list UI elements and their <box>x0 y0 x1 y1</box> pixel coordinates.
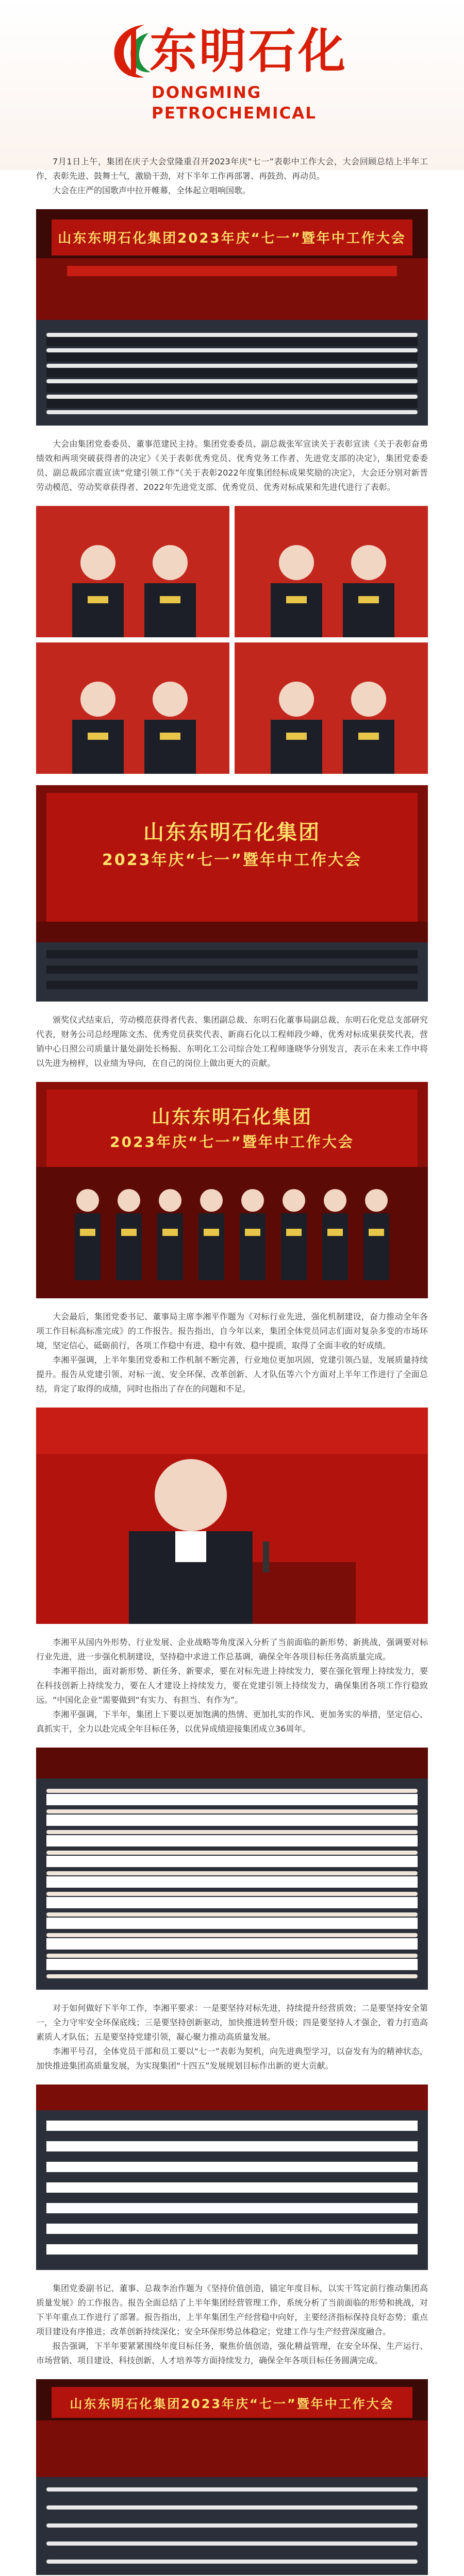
brand-name-en: DONGMING PETROCHEMICAL <box>152 83 317 123</box>
paragraph: 集团党委副书记、董事、总裁李治作题为《坚持价值创造，锚定年度目标，以实干笃定前行推动集团高质量发展》的工作报告。报告全面总结了上半年集团经营管理工作，系统分析了当前面临的形势和挑战，对下半年重点工作进行了部署。报告指出，上半年集团生产经营稳中向好，主要经济指标保持良好态势；重点项目建设有序推进；改革创新持续深化；安全环保形势总体稳定；党建工作与生产经营深度融合。 <box>36 2283 428 2336</box>
audience-scene <box>36 1748 428 1990</box>
paragraph: 李湘平号召，全体党员干部和员工要以“七一”表彰为契机，向先进典型学习，以奋发有为的精神状态，加快推进集团高质量发展，为实现集团“十四五”发展规划目标作出新的更大贡献。 <box>36 2046 428 2071</box>
main-stage-photo <box>36 785 428 1002</box>
banner-title: 山东东明石化集团2023年庆“七一”暨年中工作大会 <box>70 2397 394 2411</box>
paragraph: 李湘平指出，面对新形势、新任务、新要求，要在对标先进上持续发力，要在强化管理上持续发力，要在科技创新上持续发力，要在人才建设上持续发力，要在党建引领上持续发力，确保集团各项工作行稳致远。“中国化企业”需要做到“有实力、有担当、有作为”。 <box>36 1666 428 1705</box>
paragraph: 对于如何做好下半年工作，李湘平要求：一是要坚持对标先进，持续提升经营质效；二是要坚持安全第一，全力守牢安全环保底线；三是要坚持创新驱动，加快推进转型升级；四是要坚持人才强企，着力打造高素质人才队伍；五是要坚持党建引领，凝心聚力推动高质量发展。 <box>36 2003 428 2042</box>
paragraph: 大会在庄严的国歌声中拉开帷幕，全体起立唱响国歌。 <box>53 185 251 195</box>
paragraph: 李湘平强调，下半年，集团上下要以更加饱满的热情、更加扎实的作风、更加务实的举措，坚定信心、真抓实干，全力以赴完成全年目标任务，以优异成绩迎接集团成立36周年。 <box>36 1709 428 1734</box>
banner-title: 山东东明石化集团 <box>151 1107 312 1128</box>
award-stage-scene <box>36 506 428 774</box>
paragraph: 李湘平强调，上半年集团党委和工作机制不断完善，行业地位更加巩固，党建引领凸显，发展质量持续提升。报告从党建引领、对标一流、安全环保、改革创新、人才队伍等六个方面对上半年工作进行了全面总结，肯定了取得的成绩，同时也指出了存在的问题和不足。 <box>36 1355 428 1394</box>
banner-subtitle: 2023年庆“七一”暨年中工作大会 <box>110 1133 354 1150</box>
banner-subtitle: 2023年庆“七一”暨年中工作大会 <box>102 851 362 869</box>
conference-hall-photo <box>36 209 428 426</box>
paragraph: 7月1日上午，集团在庆子大会堂隆重召开2023年庆“七一”表彰中工作大会，大会回顾总结上半年工作，表彰先进、鼓舞士气，激励干劲，对下半年工作再部署、再鼓劲、再动员。 <box>36 157 428 181</box>
banner-title: 山东东明石化集团2023年庆“七一”暨年中工作大会 <box>58 231 406 246</box>
paragraph: 大会由集团党委委员、董事范建民主持。集团党委委员、副总裁张军宣读关于表彰宣读《关于表彰奋勇绩效和两项突破获得者的决定》《关于表彰优秀党员、优秀党务工作者、先进党支部的决定》，集团党委委员、副总裁邱宗震宣读“党建引领工作”《关于表彰2022年度集团经标成果奖励的决定》，大会还分别对新晋劳动模范、劳动奖章获得者、2022年先进党支部、优秀党员、优秀对标成果和先进代进行了表彰。 <box>36 439 428 492</box>
article-body <box>36 155 428 2576</box>
brand-name-cn: 东明石化 <box>150 24 348 79</box>
paragraph: 李湘平从国内外形势、行业发展、企业战略等角度深入分析了当前面临的新形势、新挑战，强调要对标行业先进，进一步强化机制建设，坚持稳中求进工作总基调，确保全年各项目标任务高质量完成。 <box>36 1637 428 1662</box>
audience-photo-2 <box>36 2084 428 2270</box>
award-winners-photo-grid <box>36 506 428 774</box>
paragraph: 颁奖仪式结束后，劳动模范获得者代表、集团副总裁、东明石化董事局副总裁、东明石化党总支部研究代表，财务公司总经理陈文杰、优秀党员获奖代表、新商石化以工程师段少峰、优秀对标成果获奖代表，营销中心日照公司质量计量处副处长杨振、东明化工公司综合处工程师逢晓华分别发言，表示在未来工作中将以先进为榜样，以业绩为导向，在自己的岗位上做出更大的贡献。 <box>36 1015 428 1068</box>
paragraph: 报告强调，下半年要紧紧围绕年度目标任务，聚焦价值创造，强化精益管理，在安全环保、生产运行、市场营销、项目建设、科技创新、人才培养等方面持续发力，确保全年各项目标任务圆满完成。 <box>36 2341 428 2365</box>
audience-scene-2 <box>36 2084 428 2270</box>
award-ceremony-photo <box>36 1082 428 1298</box>
audience-photo <box>36 1748 428 1990</box>
header <box>0 0 464 123</box>
speaker-photo <box>36 1408 428 1624</box>
dongming-logo-icon <box>108 21 155 82</box>
speaker-scene <box>36 1408 428 1624</box>
closing-hall-photo <box>36 2379 428 2575</box>
paragraph: 大会最后，集团党委书记、董事局主席李湘平作题为《对标行业先进，强化机制建设，奋力推动全年各项工作目标高标准完成》的工作报告。报告指出，自今年以来，集团全体党员同志们面对复杂多变的市场环境，坚定信心，砥砺前行，各项工作稳中有进、稳中有效、稳中提质，取得了全面丰收的好成绩。 <box>36 1312 428 1350</box>
banner-title: 山东东明石化集团 <box>143 821 321 844</box>
